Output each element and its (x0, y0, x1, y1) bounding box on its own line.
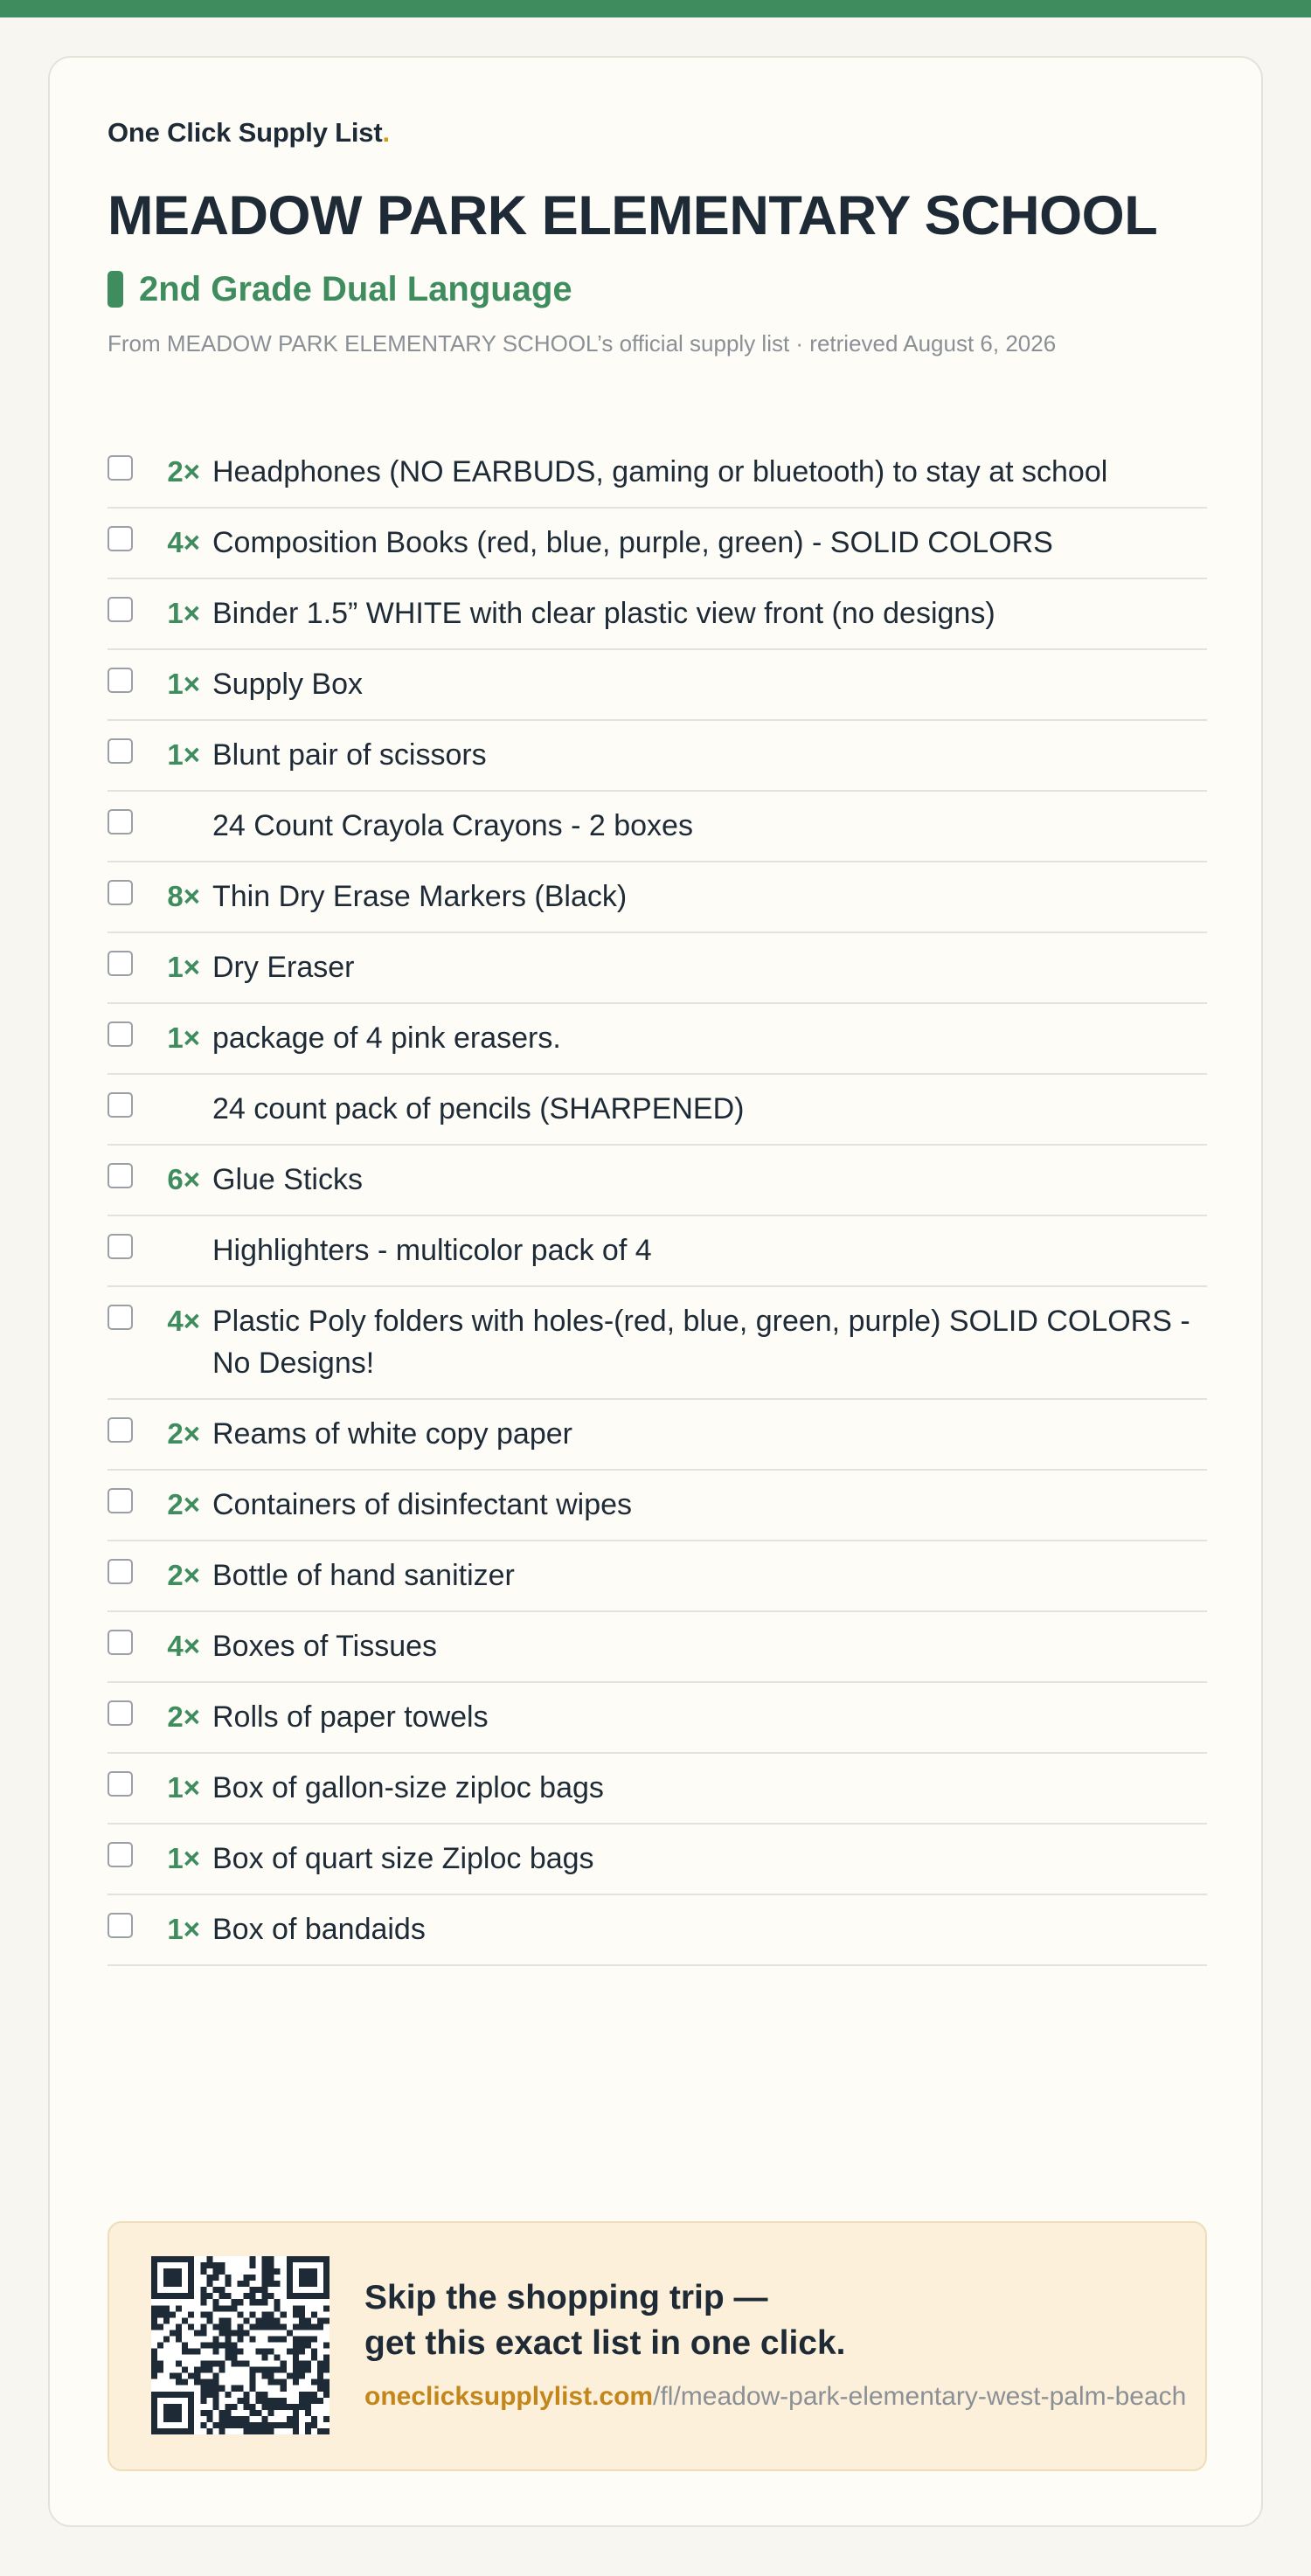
item-text: Box of bandaids (212, 1913, 426, 1946)
item-quantity: 1× (167, 1771, 200, 1804)
promo-headline (364, 2275, 846, 2366)
item-text: Highlighters - multicolor pack of 4 (212, 1234, 652, 1267)
item-text: 24 count pack of pencils (SHARPENED) (212, 1092, 745, 1125)
list-item (108, 1612, 1207, 1683)
item-text: Plastic Poly folders with holes-(red, blue, green, purple) SOLID COLORS - No Designs! (212, 1305, 1190, 1380)
grade-heading (108, 269, 572, 309)
item-text: Reams of white copy paper (212, 1417, 572, 1451)
supply-list-card (48, 56, 1263, 2527)
list-item (108, 1004, 1207, 1075)
school-title: MEADOW PARK ELEMENTARY SCHOOL (108, 185, 1158, 246)
item-quantity: 1× (167, 597, 200, 629)
brand-name: One Click Supply List (108, 117, 383, 148)
list-item (108, 1216, 1207, 1287)
item-quantity: 1× (167, 1913, 200, 1945)
item-text: Supply Box (212, 668, 363, 701)
item-quantity: 4× (167, 1630, 200, 1662)
item-text: Thin Dry Erase Markers (Black) (212, 880, 628, 913)
promo-headline-line2: get this exact list in one click. (364, 2324, 846, 2362)
promo-url-path: /fl/meadow-park-elementary-west-palm-beach (653, 2382, 1187, 2411)
supply-list (108, 438, 1207, 1966)
item-text: Composition Books (red, blue, purple, green) - SOLID COLORS (212, 526, 1053, 559)
list-item (108, 1075, 1207, 1146)
item-checkbox[interactable] (108, 1234, 133, 1259)
item-text: Dry Eraser (212, 951, 355, 984)
list-item (108, 792, 1207, 862)
item-quantity: 2× (167, 1700, 200, 1733)
item-text: 24 Count Crayola Crayons - 2 boxes (212, 809, 693, 842)
item-quantity: 2× (167, 1488, 200, 1520)
list-item (108, 862, 1207, 933)
item-text: package of 4 pink erasers. (212, 1021, 561, 1055)
list-item (108, 1471, 1207, 1541)
top-accent-bar (0, 0, 1311, 17)
list-item (108, 1541, 1207, 1612)
item-quantity: 4× (167, 1305, 200, 1337)
list-item (108, 721, 1207, 792)
item-quantity: 6× (167, 1163, 200, 1195)
list-item (108, 933, 1207, 1004)
promo-headline-line1: Skip the shopping trip — (364, 2279, 768, 2316)
grade-marker-bar (108, 271, 123, 308)
item-text: Blunt pair of scissors (212, 738, 487, 772)
list-item (108, 1146, 1207, 1216)
promo-url-domain: oneclicksupplylist.com (364, 2382, 654, 2411)
item-text: Bottle of hand sanitizer (212, 1559, 515, 1592)
item-quantity: 1× (167, 738, 200, 771)
item-text: Glue Sticks (212, 1163, 363, 1196)
item-quantity: 1× (167, 668, 200, 700)
promo-link[interactable] (364, 2382, 1186, 2412)
grade-label: 2nd Grade Dual Language (139, 269, 572, 308)
item-quantity: 2× (167, 1559, 200, 1591)
item-quantity: 8× (167, 880, 200, 912)
list-item (108, 1287, 1207, 1400)
brand-dot: . (382, 117, 390, 148)
item-text: Box of gallon-size ziploc bags (212, 1771, 604, 1804)
item-text: Containers of disinfectant wipes (212, 1488, 633, 1521)
source-note: From MEADOW PARK ELEMENTARY SCHOOL’s official supply list · retrieved August 6, 2026 (108, 330, 1057, 357)
item-text: Headphones (NO EARBUDS, gaming or bluetooth) to stay at school (212, 455, 1108, 488)
list-item (108, 1825, 1207, 1895)
item-quantity: 2× (167, 455, 200, 488)
qr-code-icon[interactable] (151, 2256, 329, 2434)
list-item (108, 1754, 1207, 1825)
list-item (108, 438, 1207, 509)
item-checkbox[interactable] (108, 809, 133, 834)
item-quantity: 4× (167, 526, 200, 558)
list-item (108, 509, 1207, 579)
list-item (108, 1400, 1207, 1471)
item-quantity: 1× (167, 1021, 200, 1054)
promo-box (108, 2221, 1207, 2471)
brand-logo[interactable] (108, 117, 390, 149)
item-text: Boxes of Tissues (212, 1630, 438, 1663)
list-item (108, 579, 1207, 650)
item-quantity: 2× (167, 1417, 200, 1450)
list-item (108, 1683, 1207, 1754)
list-item (108, 650, 1207, 721)
item-checkbox[interactable] (108, 1092, 133, 1118)
item-text: Binder 1.5” WHITE with clear plastic view front (no designs) (212, 597, 995, 630)
list-item (108, 1895, 1207, 1966)
item-text: Rolls of paper towels (212, 1700, 489, 1734)
item-quantity: 1× (167, 951, 200, 983)
item-text: Box of quart size Ziploc bags (212, 1842, 594, 1875)
item-quantity: 1× (167, 1842, 200, 1874)
